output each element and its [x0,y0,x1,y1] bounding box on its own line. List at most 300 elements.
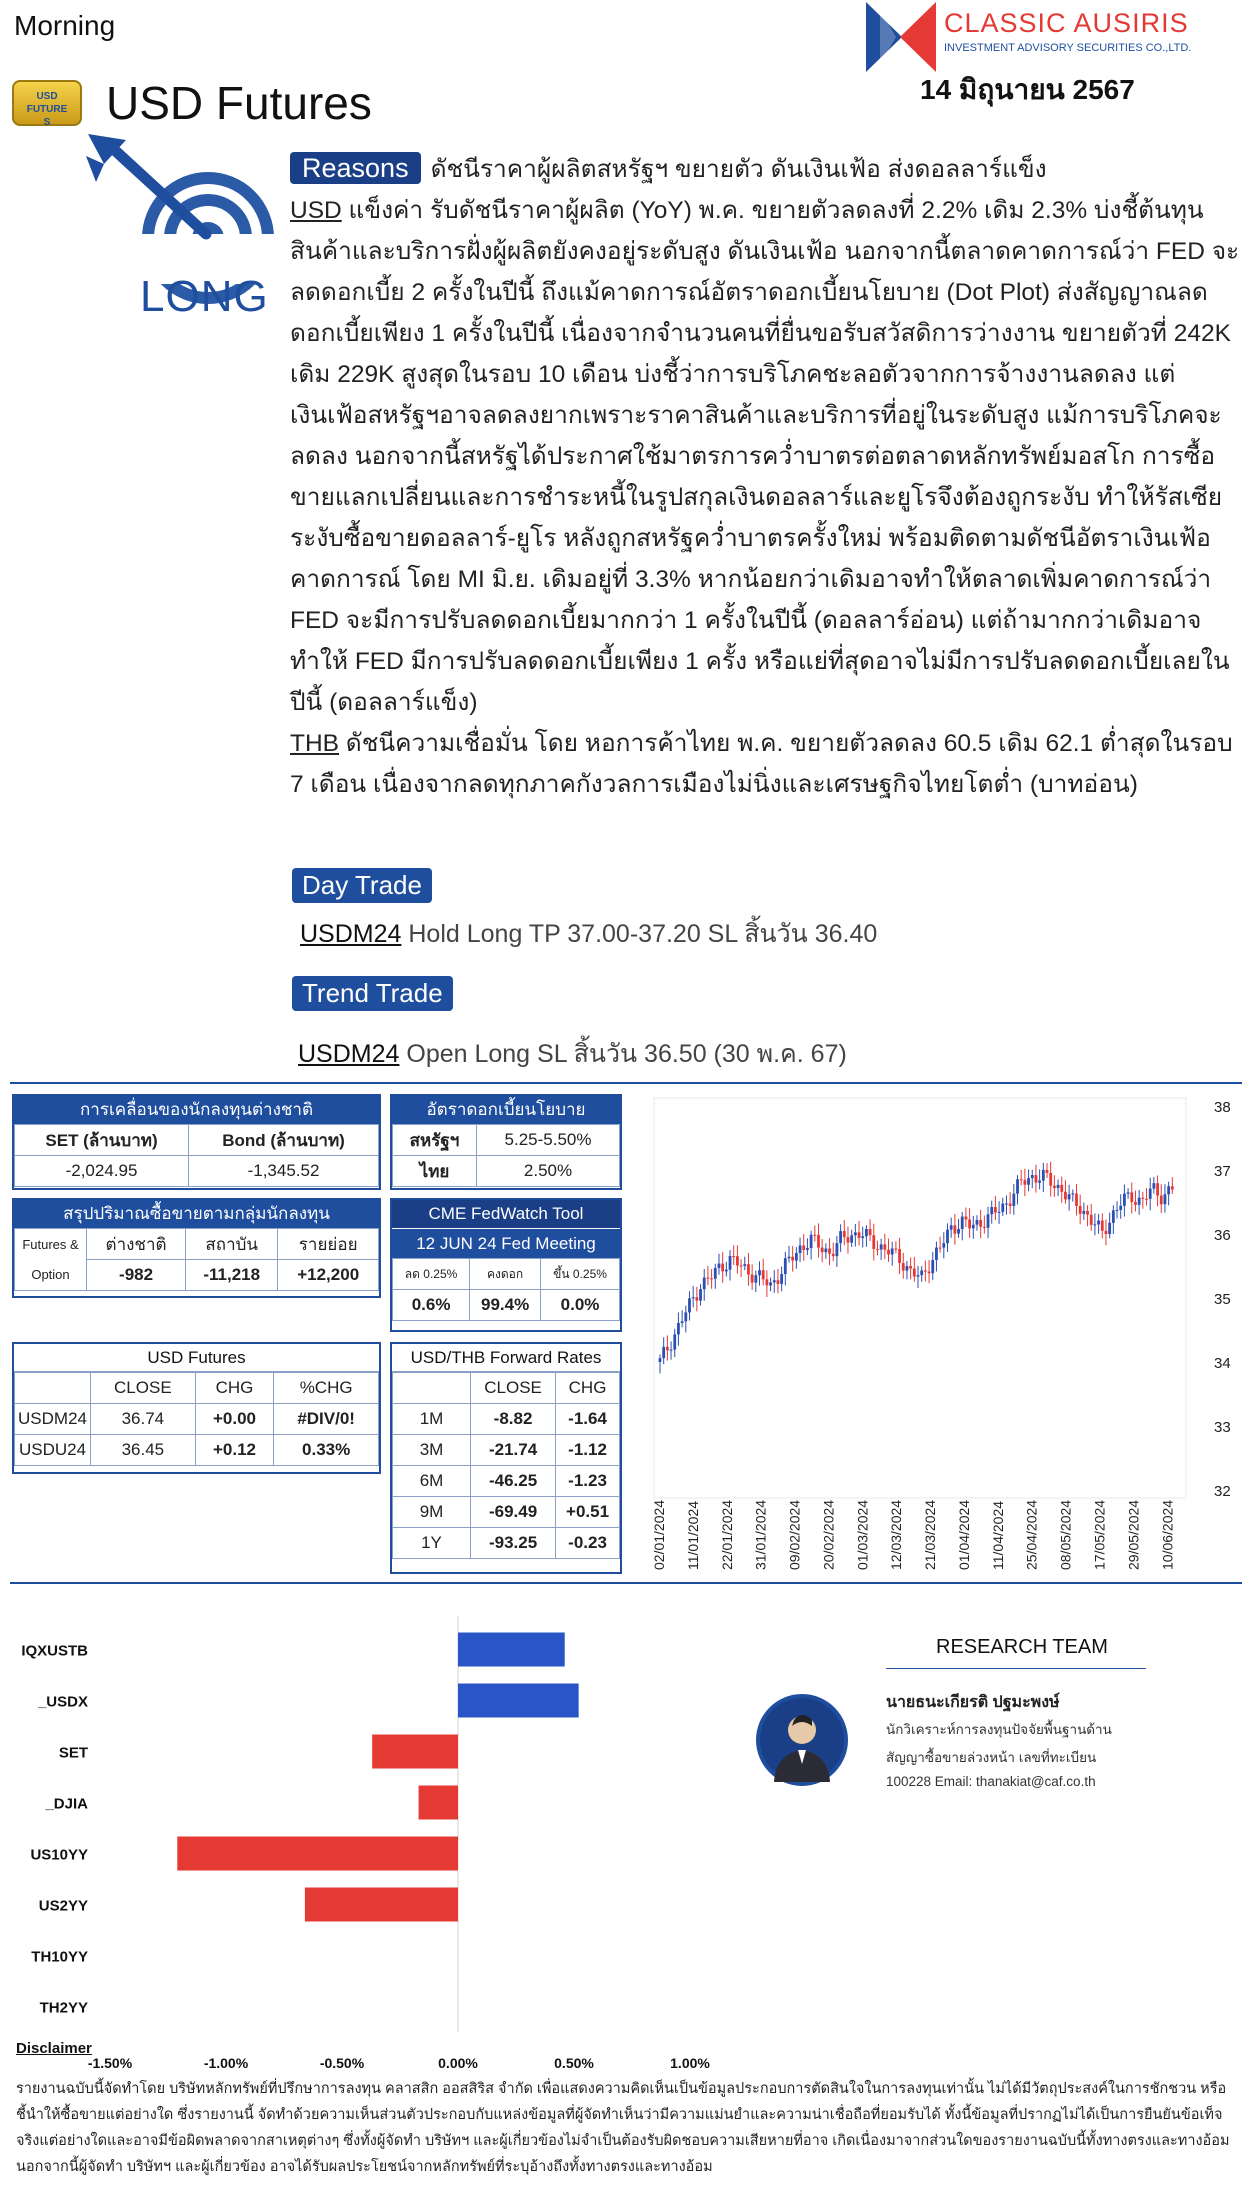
brand-subtitle: INVESTMENT ADVISORY SECURITIES CO.,LTD. [944,42,1192,54]
candle-body [1035,1175,1038,1183]
candle-body [799,1245,802,1253]
candle-body [979,1220,982,1227]
forward-rates-h2: CHG [556,1373,620,1404]
y-tick-label: 35 [1214,1291,1231,1308]
candle-body [688,1298,691,1312]
forward-rates-tenor: 9M [393,1497,471,1528]
investor-summary-v-inst: -11,218 [186,1260,278,1291]
y-tick-label: 33 [1214,1419,1231,1436]
candle-body [906,1266,909,1270]
session-label: Morning [14,10,116,41]
candle-body [718,1264,721,1268]
candle-body [762,1270,765,1279]
candle-body [1082,1211,1085,1214]
candle-body [692,1297,695,1298]
candle-body [1090,1215,1093,1225]
forward-rates-close: -46.25 [471,1466,556,1497]
bar-category-label: _USDX [37,1693,88,1711]
candle-body [765,1279,768,1285]
report-date: 14 มิถุนายน 2567 [920,74,1135,105]
bar [458,1633,565,1667]
x-tick-label: 01/03/2024 [854,1499,871,1570]
candle-body [743,1264,746,1266]
disclaimer-text: รายงานฉบับนี้จัดทำโดย บริษัทหลักทรัพย์ที่ปรึกษาการลงทุน คลาสสิก ออสสิริส จำกัด เพื่อแสดงความคิดเห็นเป็นข้อมูลประกอบการตัดสินใจในการลงทุนเท่านั้น ไม่ได้มีวัตถุประสงค์ในการชักชวน หรือชี้นำให้ซื้อขายแต่อย่างใด ซึ่งรายงานนี้ จัดทำด้วยความเห็นส่วนตัวประกอบกับแหล่งข้อมูลที่ผู้จัดทำเห็นว่ามีความแม่นยำและความน่าเชื่อถือที่ยอมรับได้ ทั้งนี้ข้อมูลที่ปรากฏไม่ได้เป็นการยืนยันข้อเท็จจริงแต่อย่างใดและอาจมีข้อผิดพลาดจากสาเหตุต่างๆ ซึ่งทั้งผู้จัดทำ บริษัทฯ และผู้เกี่ยวข้องไม่จำเป็นต้องรับผิดชอบความเสียหายที่อาจ เกิดเนื่องมาจากส่วนใดของรายงานฉบับนี้ทั้งทางตรงและทางอ้อม นอกจากนี้ผู้จัดทำ บริษัทฯ และผู้เกี่ยวข้อง อาจได้รับผลประโยชน์จากหลักทรัพย์ที่ระบุอ้างถึงทั้งทางตรงและทางอ้อม [16,2081,1230,2175]
candle-body [836,1243,839,1256]
usd-futures-h0 [15,1373,91,1404]
analyst-name: นายธนะเกียรติ ปฐมะพงษ์ [886,1694,1060,1711]
candle-body [1094,1224,1097,1225]
candle-body [1152,1183,1155,1188]
candle-body [1138,1198,1141,1205]
x-tick-label: 22/01/2024 [718,1499,735,1570]
candle-body [847,1237,850,1242]
fedwatch-title: CME FedWatch Tool [392,1200,620,1228]
candle-body [1171,1186,1174,1189]
candle-body [953,1225,956,1233]
disclaimer-title: Disclaimer [16,2040,92,2057]
candle-body [902,1263,905,1271]
fedwatch-table [392,1258,620,1321]
candle-body [920,1270,923,1275]
usd-futures-table [14,1372,379,1466]
fedwatch-v-hike: 0.0% [541,1290,620,1321]
reasons-label: Reasons [290,152,421,184]
x-tick-label: 31/01/2024 [752,1499,769,1570]
candle-body [1005,1204,1008,1205]
bar [458,1684,579,1718]
y-tick-label: 34 [1214,1355,1231,1372]
candle-body [1071,1193,1074,1194]
candle-body [1145,1199,1148,1200]
x-tick-label: 02/01/2024 [651,1499,667,1570]
y-tick-label: 37 [1214,1163,1231,1180]
forward-rates-close: -69.49 [471,1497,556,1528]
analyst-avatar [756,1694,848,1786]
policy-rate-box [390,1094,622,1190]
chart-plot-area [654,1098,1186,1498]
bar-category-label: TH2YY [39,1999,88,2017]
investor-summary-table [14,1228,379,1291]
reasons-intro: ดัชนีราคาผู้ผลิตสหรัฐฯ ขยายตัว ดันเงินเฟ้อ ส่งดอลลาร์แข็ง [430,156,1047,183]
candle-body [806,1248,809,1250]
candle-body [1027,1178,1030,1185]
bar-category-label: IQXUSTB [21,1642,88,1660]
usd-futures-logo [12,80,82,126]
policy-rate-title: อัตราดอกเบี้ยนโยบาย [392,1096,620,1124]
candle-body [909,1266,912,1268]
fedwatch-h-cut: ลด 0.25% [393,1259,470,1290]
thb-paragraph: ดัชนีความเชื่อมั่น โดย หอการค้าไทย พ.ค. ขยายตัวลดลง 60.5 เดิม 62.1 ต่ำสุดในรอบ 7 เดือน เนื่องจากลดทุกภาคกังวลการเมืองไม่นิ่งและเศรษฐกิจไทยโตต่ำ (บาทอ่อน) [290,730,1233,798]
candle-body [802,1245,805,1249]
brand-name: CLASSIC AUSIRIS [944,8,1189,38]
divider-top [10,1082,1242,1084]
candle-body [869,1229,872,1235]
candle-body [898,1249,901,1263]
candle-body [1001,1204,1004,1212]
candle-body [1064,1192,1067,1200]
candle-body [1038,1181,1041,1183]
trend-trade-symbol: USDM24 [298,1040,400,1068]
candle-body [758,1270,761,1275]
policy-rate-table [392,1124,620,1187]
candle-body [972,1225,975,1229]
candle-body [673,1334,676,1349]
candle-body [784,1258,787,1274]
candle-body [1049,1173,1052,1186]
candle-body [939,1248,942,1249]
foreign-flow-table [14,1124,379,1187]
candle-body [1141,1198,1144,1199]
candle-body [1130,1192,1133,1202]
candle-body [961,1217,964,1229]
x-tick-label: 29/05/2024 [1125,1499,1142,1570]
forward-rates-tenor: 6M [393,1466,471,1497]
candle-body [791,1257,794,1261]
candle-body [858,1232,861,1238]
candle-body [924,1270,927,1271]
candle-body [942,1243,945,1247]
x-tick-label: 11/01/2024 [684,1500,701,1570]
day-trade-line [300,914,877,954]
bar-category-label: US10YY [30,1846,88,1864]
candle-body [1086,1211,1089,1215]
candle-body [917,1275,920,1276]
forward-rates-chg: -1.64 [556,1404,620,1435]
x-tick-label: -1.50% [87,2055,133,2071]
candle-body [883,1244,886,1249]
fedwatch-box [390,1198,622,1332]
candle-body [780,1274,783,1284]
reasons-body [290,148,1240,805]
x-tick-label: 09/02/2024 [786,1499,803,1570]
y-tick-label: 32 [1214,1483,1231,1500]
market-change-bar-chart [0,1596,740,2071]
candle-body [666,1347,669,1350]
forward-rates-h0 [393,1373,471,1404]
candle-body [968,1220,971,1229]
candle-body [1020,1179,1023,1180]
candle-body [707,1278,710,1279]
candle-body [854,1232,857,1235]
forward-rates-table [392,1372,620,1559]
investor-summary-title: สรุปปริมาณซื้อขายตามกลุ่มนักลงทุน [14,1200,379,1228]
x-tick-label: 12/03/2024 [888,1499,905,1570]
investor-summary-h-inst: สถาบัน [186,1229,278,1260]
analyst-line-3: 100228 Email: thanakiat@caf.co.th [886,1774,1096,1789]
forward-rates-chg: -1.23 [556,1466,620,1497]
candle-body [839,1231,842,1243]
usd-label: USD [290,197,342,224]
x-tick-label: 1.00% [670,2055,710,2071]
table-row [15,1404,379,1435]
candle-body [777,1280,780,1284]
candle-body [1097,1221,1100,1225]
candle-body [714,1268,717,1279]
table-row [393,1497,620,1528]
x-tick-label: -1.00% [203,2055,249,2071]
bar [177,1837,458,1871]
candle-body [769,1282,772,1285]
analyst-line-1: นักวิเคราะห์การลงทุนปัจจัยพื้นฐานด้าน [886,1722,1112,1737]
usd-futures-r1-pct: 0.33% [274,1435,379,1466]
candle-body [990,1207,993,1214]
candle-body [736,1256,739,1265]
bar-category-label: _DJIA [45,1795,88,1813]
x-tick-label: 20/02/2024 [820,1499,837,1570]
forward-rates-close: -93.25 [471,1528,556,1559]
candle-body [740,1266,743,1267]
candle-body [1164,1194,1167,1204]
candle-body [813,1235,816,1236]
fedwatch-v-hold: 99.4% [470,1290,541,1321]
candle-body [747,1264,750,1274]
usdthb-candlestick-chart [640,1090,1240,1580]
trend-trade-line [298,1034,847,1074]
candle-body [725,1270,728,1272]
candle-body [1075,1193,1078,1206]
candle-body [1123,1194,1126,1206]
position-label: LONG [140,272,269,321]
candle-body [850,1235,853,1242]
y-tick-label: 38 [1214,1099,1231,1116]
candle-body [965,1217,968,1220]
x-tick-label: 01/04/2024 [955,1499,972,1570]
candle-body [876,1249,879,1250]
usd-futures-box [12,1342,381,1474]
candle-body [983,1227,986,1228]
candle-body [1101,1221,1104,1231]
candle-body [861,1236,864,1238]
table-row [393,1466,620,1497]
policy-rate-us-label: สหรัฐฯ [393,1125,477,1156]
candle-body [1149,1189,1152,1199]
candle-body [795,1253,798,1261]
candle-body [1160,1196,1163,1205]
table-row [15,1435,379,1466]
candle-body [987,1214,990,1227]
candle-body [732,1256,735,1257]
candle-body [699,1289,702,1300]
x-tick-label: 0.50% [554,2055,594,2071]
candle-body [773,1280,776,1282]
x-tick-label: 17/05/2024 [1091,1499,1108,1570]
foreign-flow-col-set: SET (ล้านบาท) [15,1125,189,1156]
candle-body [957,1229,960,1234]
candle-body [677,1323,680,1334]
trend-trade-text: Open Long SL สิ้นวัน 36.50 (30 พ.ค. 67) [399,1040,847,1068]
x-tick-label: -0.50% [319,2055,365,2071]
foreign-flow-col-bond: Bond (ล้านบาท) [189,1125,379,1156]
candle-body [824,1249,827,1253]
candle-body [1042,1170,1045,1181]
forward-rates-tenor: 1M [393,1404,471,1435]
usd-futures-h2: CHG [195,1373,274,1404]
forward-rates-box [390,1342,622,1574]
usd-futures-r1-symbol: USDU24 [15,1435,91,1466]
policy-rate-th-label: ไทย [393,1156,477,1187]
candle-body [721,1264,724,1272]
candle-body [1116,1210,1119,1211]
candle-body [1009,1204,1012,1206]
usd-futures-h1: CLOSE [91,1373,196,1404]
candle-body [659,1358,662,1362]
x-tick-label: 21/03/2024 [922,1499,939,1570]
usd-futures-r0-chg: +0.00 [195,1404,274,1435]
y-tick-label: 36 [1214,1227,1231,1244]
trend-trade-label: Trend Trade [292,976,453,1011]
candle-body [810,1235,813,1248]
candle-body [817,1235,820,1248]
usd-futures-title: USD Futures [14,1344,379,1372]
table-row [393,1404,620,1435]
candle-body [1119,1206,1122,1210]
candle-body [1112,1210,1115,1223]
investor-summary-box [12,1198,381,1298]
candle-body [695,1297,698,1300]
candle-body [1156,1183,1159,1195]
candle-body [684,1312,687,1321]
foreign-flow-title: การเคลื่อนของนักลงทุนต่างชาติ [14,1096,379,1124]
foreign-flow-set-value: -2,024.95 [15,1156,189,1187]
forward-rates-chg: +0.51 [556,1497,620,1528]
bar-category-label: TH10YY [31,1948,88,1966]
candle-body [751,1274,754,1282]
candle-body [681,1321,684,1323]
x-tick-label: 25/04/2024 [1023,1499,1040,1570]
candle-body [1060,1185,1063,1192]
usd-futures-r0-pct: #DIV/0! [274,1404,379,1435]
candle-body [703,1278,706,1290]
candle-body [865,1229,868,1236]
fedwatch-h-hike: ขึ้น 0.25% [541,1259,620,1290]
candle-body [994,1207,997,1213]
candle-body [788,1257,791,1259]
candle-body [1108,1223,1111,1234]
candle-body [1046,1170,1049,1173]
candle-body [1134,1202,1137,1205]
foreign-flow-box [12,1094,381,1190]
day-trade-symbol: USDM24 [300,920,402,948]
fedwatch-h-hold: คงดอก [470,1259,541,1290]
candle-body [891,1249,894,1255]
bar-category-label: US2YY [38,1897,88,1915]
usd-futures-r0-close: 36.74 [91,1404,196,1435]
candle-body [821,1248,824,1253]
day-trade-text: Hold Long TP 37.00-37.20 SL สิ้นวัน 36.40 [401,920,878,948]
forward-rates-close: -21.74 [471,1435,556,1466]
candle-body [754,1275,757,1282]
forward-rates-tenor: 3M [393,1435,471,1466]
candle-body [928,1272,931,1274]
table-row [393,1528,620,1559]
candle-body [880,1244,883,1249]
candle-body [1167,1186,1170,1194]
divider-bottom [10,1582,1242,1584]
usd-futures-logo-text: USD FUTURES [26,91,68,128]
candle-body [872,1235,875,1249]
forward-rates-h1: CLOSE [471,1373,556,1404]
candle-body [1057,1185,1060,1188]
candle-body [913,1269,916,1277]
candle-body [887,1250,890,1255]
candle-body [843,1231,846,1237]
thb-label: THB [290,730,339,757]
foreign-flow-bond-value: -1,345.52 [189,1156,379,1187]
candle-body [1031,1175,1034,1178]
candle-body [931,1260,934,1273]
candle-body [935,1248,938,1260]
forward-rates-tenor: 1Y [393,1528,471,1559]
forward-rates-close: -8.82 [471,1404,556,1435]
candle-body [976,1220,979,1225]
day-trade-label: Day Trade [292,868,432,903]
research-team-title: RESEARCH TEAM [936,1636,1108,1658]
page-title: USD Futures [106,77,372,129]
x-tick-label: 0.00% [438,2055,478,2071]
candle-body [729,1256,732,1270]
candle-body [828,1249,831,1254]
bar [305,1888,458,1922]
bar [419,1786,458,1820]
usd-futures-r1-close: 36.45 [91,1435,196,1466]
candle-body [1079,1206,1082,1214]
candle-body [1053,1186,1056,1188]
x-tick-label: 11/04/2024 [989,1500,1006,1570]
candle-body [894,1249,897,1250]
forward-rates-chg: -0.23 [556,1528,620,1559]
forward-rates-title: USD/THB Forward Rates [392,1344,620,1372]
investor-summary-v-foreign: -982 [87,1260,186,1291]
investor-summary-row-label: Futures & Option [15,1229,87,1291]
usd-paragraph: แข็งค่า รับดัชนีราคาผู้ผลิต (YoY) พ.ค. ขยายตัวลดลงที่ 2.2% เดิม 2.3% บ่งชี้ต้นทุนสินค้าและบริการฝั่งผู้ผลิตยังคงอยู่ระดับสูง ดันเงินเฟ้อ นอกจากนี้ตลาดคาดการณ์ว่า FED จะลดดอกเบี้ย 2 ครั้งในปีนี้ ถึงแม้คาดการณ์อัตราดอกเบี้ยนโยบาย (Dot Plot) ส่งสัญญาณลดดอกเบี้ยเพียง 1 ครั้งในปีนี้ เนื่องจากจำนวนคนที่ยื่นขอรับสวัสดิการว่างงาน ขยายตัวที่ 242K เดิม 229K สูงสุดในรอบ 10 เดือน บ่งชี้ว่าการบริโภคชะลอตัวจากการจ้างงานลดลง แต่เงินเฟ้อสหรัฐฯอาจลดลงยากเพราะราคาสินค้าและบริการที่อยู่ในระดับสูง แม้การบริโภคจะลดลง นอกจากนี้สหรัฐได้ประกาศใช้มาตรการคว่ำบาตรต่อตลาดหลักทรัพย์มอสโก การซื้อขายแลกเปลี่ยนและการชำระหนี้ในรูปสกุลเงินดอลลาร์และยูโรจึงต้องถูกระงับ ทำให้รัสเซียระงับซื้อขายดอลลาร์-ยูโร หลังถูกสหรัฐคว่ำบาตรครั้งใหม่ พร้อมติดตามดัชนีอัตราเงินเฟ้อคาดการณ์ โดย MI มิ.ย. เดิมอยู่ที่ 3.3% หากน้อยกว่าเดิมอาจทำให้ตลาดเพิ่มคาดการณ์ว่า FED จะมีการปรับลดดอกเบี้ยมากกว่า 1 ครั้งในปีนี้ (ดอลลาร์อ่อน) แต่ถ้ามากกว่าเดิมอาจทำให้ FED มีการปรับลดดอกเบี้ยเพียง 1 ครั้ง หรือแย่ที่สุดอาจไม่มีการปรับลดดอกเบี้ยเลยในปีนี้ (ดอลลาร์แข็ง) [290,197,1240,716]
candle-body [1105,1231,1108,1234]
fedwatch-v-cut: 0.6% [393,1290,470,1321]
analyst-line-2: สัญญาซื้อขายล่วงหน้า เลขที่ทะเบียน [886,1750,1097,1765]
forward-rates-chg: -1.12 [556,1435,620,1466]
candle-body [1023,1180,1026,1185]
bar [372,1735,458,1769]
research-title-rule [886,1668,1146,1669]
candle-body [1012,1194,1015,1206]
x-tick-label: 08/05/2024 [1057,1499,1074,1570]
investor-summary-h-foreign: ต่างชาติ [87,1229,186,1260]
candle-body [832,1254,835,1256]
usd-futures-r0-symbol: USDM24 [15,1404,91,1435]
usd-futures-h3: %CHG [274,1373,379,1404]
candle-body [1016,1179,1019,1193]
candle-body [998,1212,1001,1213]
investor-summary-h-retail: รายย่อย [278,1229,379,1260]
candle-body [710,1278,713,1279]
candle-body [670,1350,673,1351]
candle-body [662,1347,665,1358]
table-row [393,1435,620,1466]
usd-futures-r1-chg: +0.12 [195,1435,274,1466]
policy-rate-th-value: 2.50% [477,1156,620,1187]
candle-body [1127,1192,1130,1193]
candle-body [950,1225,953,1229]
company-logo [866,2,1226,74]
policy-rate-us-value: 5.25-5.50% [477,1125,620,1156]
target-arrow-icon [86,134,282,284]
x-tick-label: 10/06/2024 [1159,1499,1176,1570]
bar-category-label: SET [58,1744,88,1762]
candle-body [946,1230,949,1244]
fedwatch-meeting: 12 JUN 24 Fed Meeting [392,1228,620,1258]
company-logo-icon [866,2,936,72]
candle-body [1068,1194,1071,1199]
person-icon [760,1698,844,1782]
